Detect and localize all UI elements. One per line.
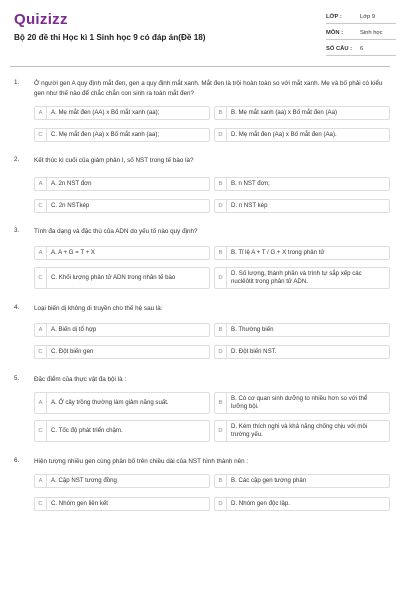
option-text: A. 2n NST đơn: [51, 180, 92, 187]
meta-divider: [326, 55, 396, 56]
option-text: D. n NST kép: [231, 202, 268, 209]
option-a[interactable]: [34, 106, 210, 120]
header: [0, 0, 400, 64]
question-number: 3.: [14, 227, 20, 234]
option-text: B. Tỉ lệ A + T / G + X trong phân tử: [231, 249, 325, 256]
option-b[interactable]: [214, 323, 390, 337]
option-letter: A: [35, 324, 47, 336]
option-a[interactable]: [34, 246, 210, 260]
option-letter: A: [35, 393, 47, 413]
document-title: Bộ 20 đề thi Học kì 1 Sinh học 9 có đáp án(Đề 18): [14, 33, 206, 42]
option-text: A. Ở cây trồng thường làm giảm năng suất.: [51, 399, 169, 406]
option-letter: D: [215, 129, 227, 141]
option-text: D. Kém thích nghi và khả năng chống chịu với môi trường yếu.: [231, 423, 368, 438]
meta-key: MÔN :: [326, 30, 344, 36]
option-text: B. n NST đơn;: [231, 180, 270, 187]
option-text: C. 2n NSTkép: [51, 202, 90, 209]
option-d[interactable]: [214, 199, 390, 213]
option-text: D. Đột biến NST.: [231, 348, 277, 355]
option-letter: C: [35, 129, 47, 141]
option-letter: D: [215, 498, 227, 510]
option-text: B. Thường biến: [231, 326, 274, 333]
option-b[interactable]: [214, 177, 390, 191]
option-text: B. Có cơ quan sinh dưỡng to nhiều hơn so với thể lưỡng bội.: [231, 395, 368, 410]
option-d[interactable]: [214, 345, 390, 359]
option-letter: B: [215, 247, 227, 259]
question-number: 5.: [14, 375, 20, 382]
option-c[interactable]: [34, 420, 210, 442]
option-letter: C: [35, 200, 47, 212]
option-c[interactable]: [34, 267, 210, 289]
meta-key: SỐ CÂU :: [326, 46, 353, 52]
option-letter: B: [215, 107, 227, 119]
option-letter: A: [35, 107, 47, 119]
option-letter: D: [215, 346, 227, 358]
option-text: A. Cặp NST tương đồng: [51, 477, 117, 484]
option-text: D. Nhóm gen độc lập.: [231, 500, 290, 507]
question-number: 1.: [14, 79, 20, 86]
meta-key: LỚP :: [326, 14, 342, 20]
question-text: Đặc điểm của thực vật đa bội là :: [34, 376, 127, 383]
option-letter: A: [35, 247, 47, 259]
meta-value: 6: [360, 46, 364, 52]
option-d[interactable]: [214, 267, 390, 289]
question-number: 6.: [14, 457, 20, 464]
option-letter: D: [215, 200, 227, 212]
option-text: C. Tốc độ phát triển chậm.: [51, 427, 123, 434]
option-text: D. Số lượng, thành phần và trình tự sắp xếp các nuclêôtit trong phân tử ADN.: [231, 270, 362, 285]
option-letter: C: [35, 498, 47, 510]
option-text: C. Mẹ mắt đen (Aa) x Bố mắt xanh (aa);: [51, 131, 160, 138]
option-letter: D: [215, 268, 227, 288]
option-a[interactable]: [34, 323, 210, 337]
question-text: Loại biến dị không di truyền cho thế hệ sau là:: [34, 305, 163, 312]
option-text: D. Mẹ mắt đen (Aa) x Bố mắt đen (Aa).: [231, 131, 337, 138]
option-letter: B: [215, 393, 227, 413]
option-c[interactable]: [34, 128, 210, 142]
option-letter: B: [215, 475, 227, 487]
option-letter: C: [35, 346, 47, 358]
meta-value: Sinh học: [360, 30, 383, 36]
option-c[interactable]: [34, 199, 210, 213]
option-letter: A: [35, 178, 47, 190]
question-text: Tính đa dạng và đặc thù của ADN do yếu tố nào quy định?: [34, 228, 198, 235]
header-divider: [10, 66, 390, 67]
option-letter: B: [215, 178, 227, 190]
question-text: Kết thúc kì cuối của giảm phân I, số NST trong tế bào là?: [34, 157, 194, 164]
option-a[interactable]: [34, 474, 210, 488]
question-number: 4.: [14, 304, 20, 311]
option-text: C. Đột biến gen: [51, 348, 94, 355]
question-text: Ở người gen A quy định mắt đen, gen a quy định mắt xanh. Mắt đen là trội hoàn toàn so với mắt xanh. Mẹ và bố phải có kiểu gen như thế nào để chắc chắn con sinh ra toàn mắt đen?: [34, 80, 383, 97]
option-text: B. Mẹ mắt xanh (aa) x Bố mắt đen (Aa): [231, 109, 338, 116]
option-d[interactable]: [214, 497, 390, 511]
option-text: B. Các cặp gen tương phản: [231, 477, 307, 484]
option-letter: A: [35, 475, 47, 487]
option-c[interactable]: [34, 345, 210, 359]
option-text: A. Mẹ mắt đen (AA) x Bố mắt xanh (aa);: [51, 109, 160, 116]
option-letter: C: [35, 268, 47, 288]
option-a[interactable]: [34, 177, 210, 191]
option-text: A. A + G = T + X: [51, 249, 95, 256]
option-text: C. Khối lượng phân tử ADN trong nhân tế bào: [51, 274, 176, 281]
option-a[interactable]: [34, 392, 210, 414]
option-d[interactable]: [214, 128, 390, 142]
option-b[interactable]: [214, 474, 390, 488]
option-text: A. Biến dị tổ hợp: [51, 326, 97, 333]
option-text: C. Nhóm gen liên kết: [51, 500, 108, 507]
question-text: Hiện tượng nhiều gen cùng phân bố trên chiều dài của NST hình thành nên :: [34, 458, 249, 465]
question-number: 2.: [14, 156, 20, 163]
option-b[interactable]: [214, 246, 390, 260]
option-d[interactable]: [214, 420, 390, 442]
quizizz-logo: Quizizz: [14, 11, 68, 28]
option-b[interactable]: [214, 106, 390, 120]
option-c[interactable]: [34, 497, 210, 511]
option-letter: C: [35, 421, 47, 441]
meta-divider: [326, 23, 396, 24]
option-b[interactable]: [214, 392, 390, 414]
option-letter: D: [215, 421, 227, 441]
meta-divider: [326, 39, 396, 40]
meta-value: Lớp 9: [360, 14, 376, 20]
option-letter: B: [215, 324, 227, 336]
